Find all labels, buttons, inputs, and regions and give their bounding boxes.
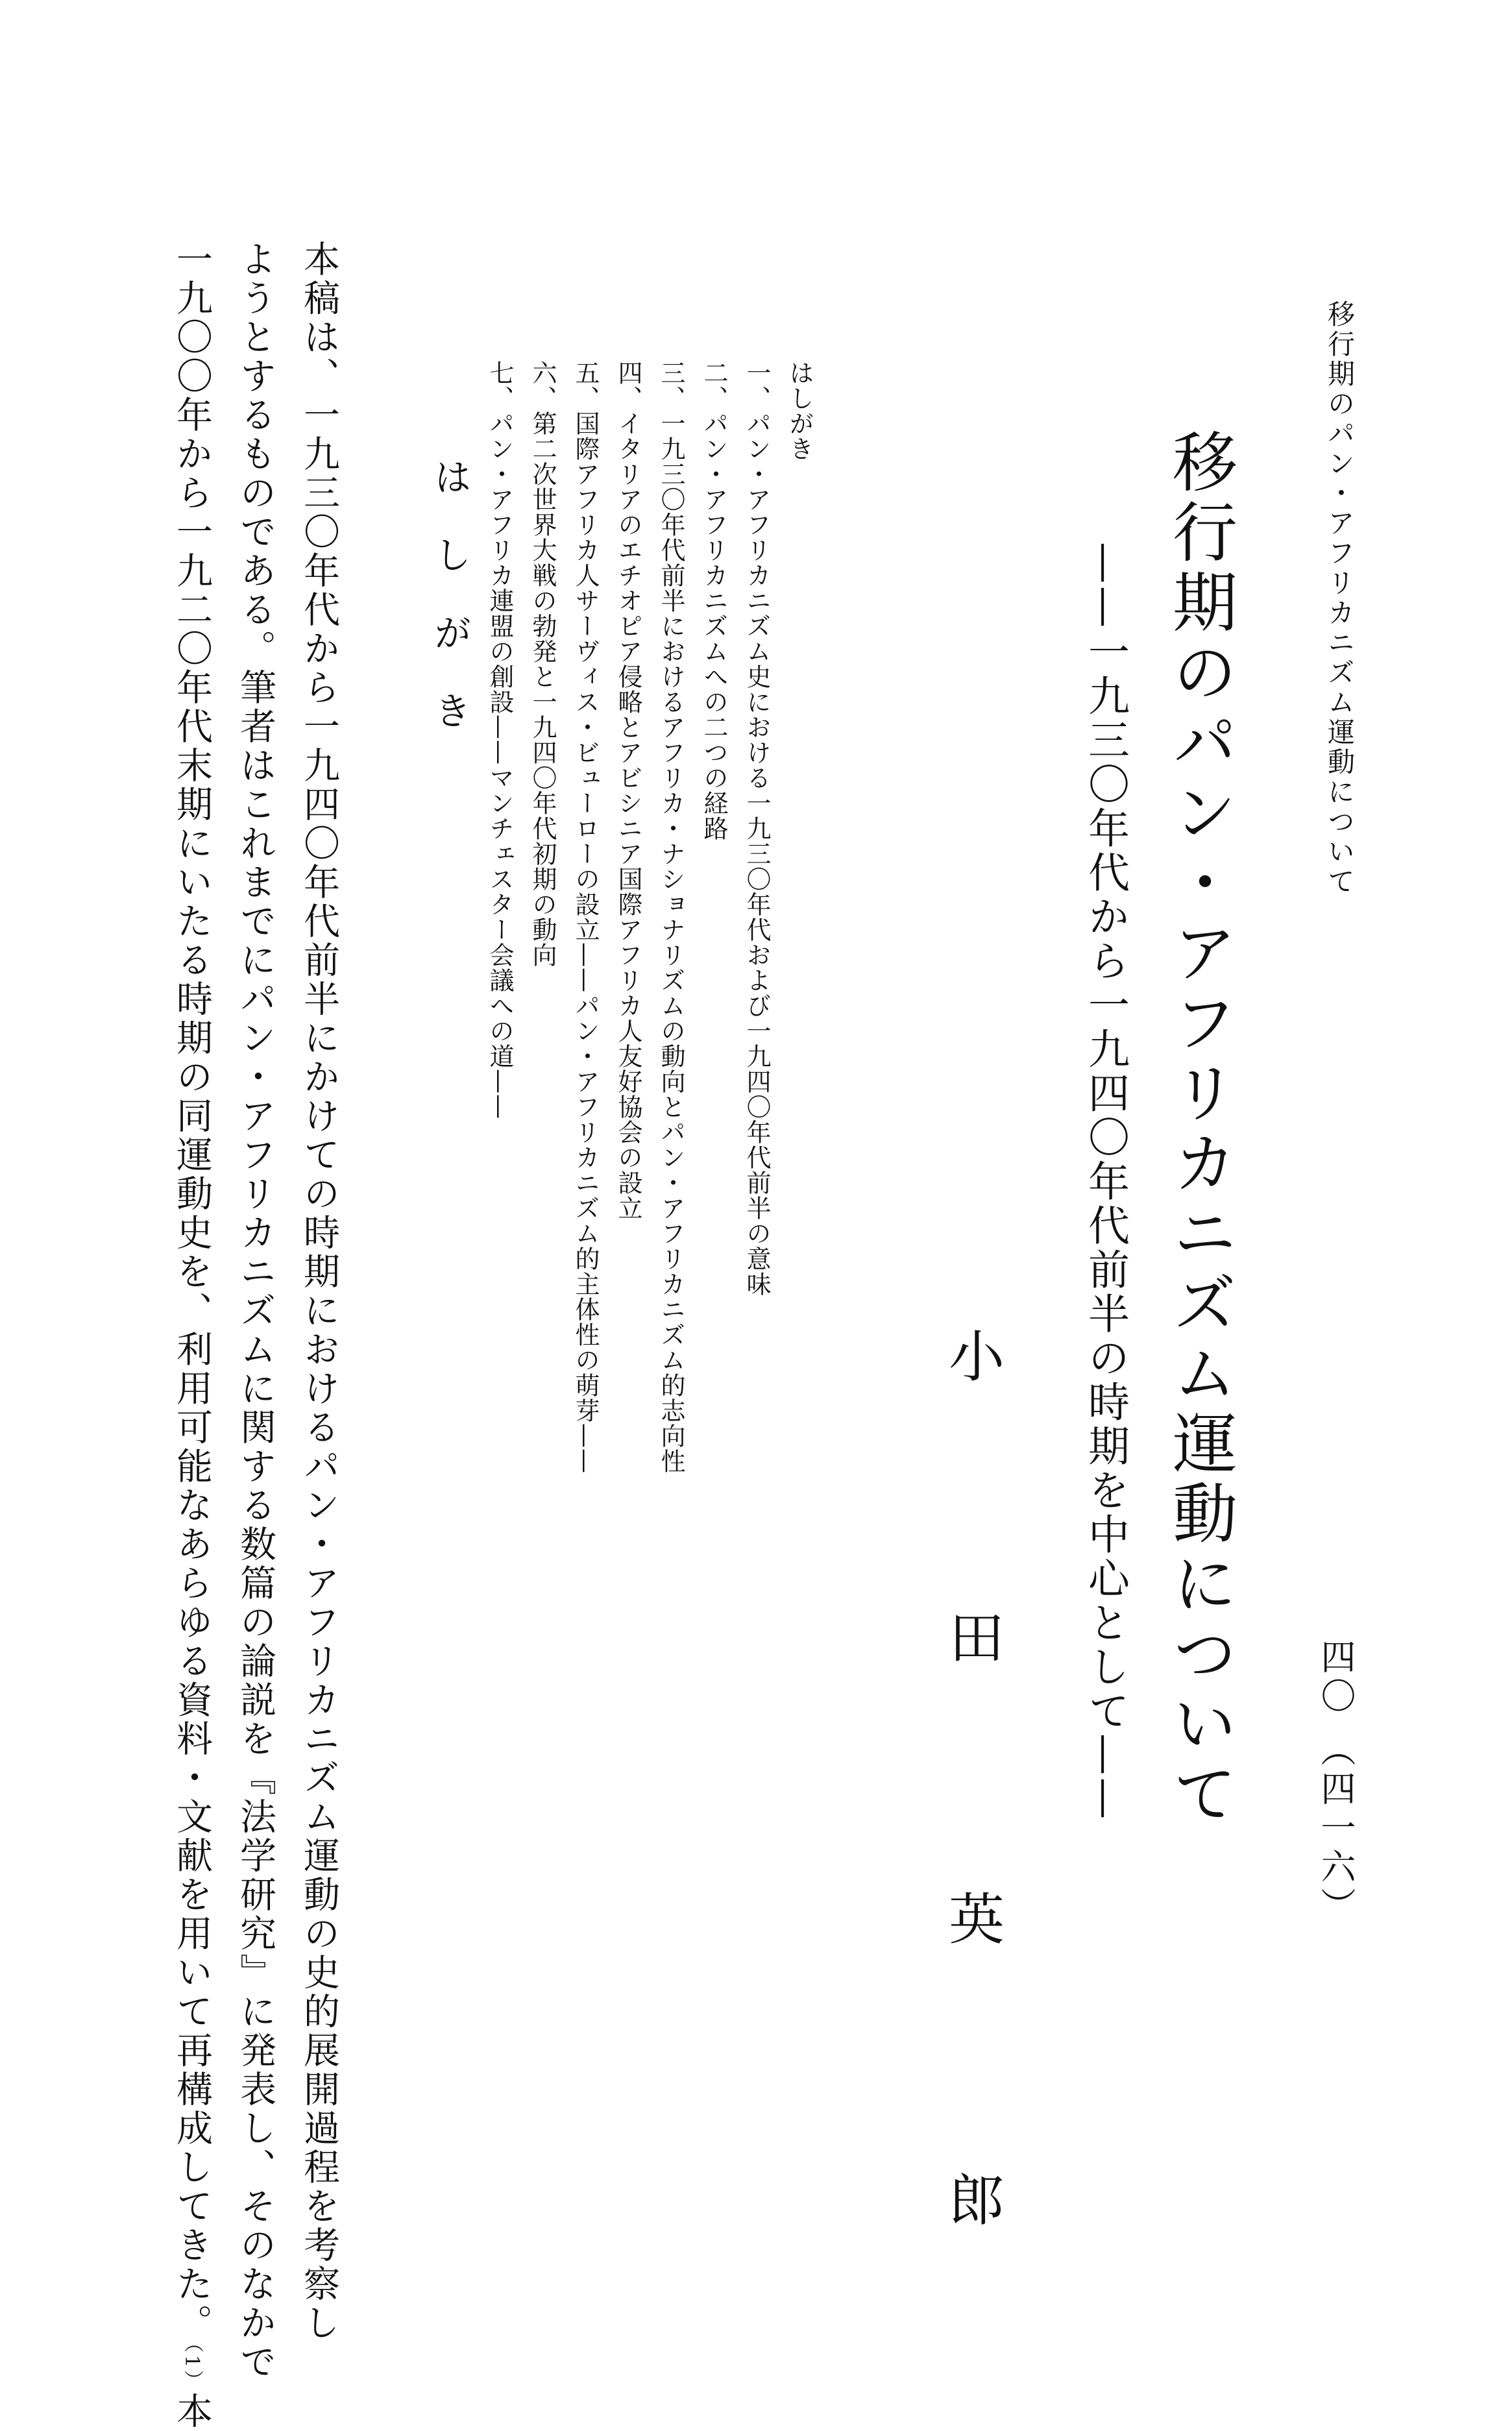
body-text <box>160 240 350 2431</box>
body-line-text: 本稿は、一九三〇年代から一九四〇年代前半にかけての時期におけるパン・アフリカニズム運動の史的展開過程を考察し <box>298 240 340 2343</box>
page-number: 四〇 （四一六） <box>1315 1639 1356 1927</box>
article-title: 移行期のパン・アフリカニズム運動について <box>1162 428 1238 1830</box>
body-line-text: 本 <box>171 2392 213 2431</box>
body-line <box>287 240 350 2343</box>
toc-item: 六、第二次世界大戦の勃発と一九四〇年代初期の動向 <box>528 360 557 968</box>
article-subtitle: ——一九三〇年代から一九四〇年代前半の時期を中心として—— <box>1081 542 1129 1822</box>
toc-item: 二、パン・アフリカニズムへの二つの経路 <box>700 360 728 841</box>
toc-item: 七、パン・アフリカ連盟の創設——マンチェスター会議への道—— <box>485 360 514 1119</box>
table-of-contents <box>478 360 821 1593</box>
author-name: 小 田 英 郎 <box>939 1327 1004 2331</box>
toc-item: はしがき <box>785 360 814 461</box>
toc-item: 一、パン・アフリカニズム史における一九三〇年代および一九四〇年代前半の意味 <box>742 360 771 1297</box>
body-line <box>160 240 223 2431</box>
section-heading: はしがき <box>428 458 472 769</box>
body-line <box>223 240 287 2382</box>
footnote-marker: （1） <box>180 2343 203 2393</box>
body-line-text: 一九〇〇年から一九二〇年代末期にいたる時期の同運動史を、利用可能なあらゆる資料・文献を用いて再構成してきた。 <box>171 240 213 2343</box>
running-head: 移行期のパン・アフリカニズム運動について <box>1324 300 1356 897</box>
toc-item: 五、国際アフリカ人サーヴィス・ビューローの設立——パン・アフリカニズム的主体性の萌芽—— <box>571 360 600 1474</box>
toc-item: 四、イタリアのエチオピア侵略とアビシニア国際アフリカ人友好協会の設立 <box>614 360 642 1221</box>
body-line-text: ようとするものである。筆者はこれまでにパン・アフリカニズムに関する数篇の論説を『法学研究』に発表し、そのなかで <box>234 240 276 2382</box>
toc-item: 三、一九三〇年代前半におけるアフリカ・ナショナリズムの動向とパン・アフリカニズム的志向性 <box>657 360 685 1474</box>
